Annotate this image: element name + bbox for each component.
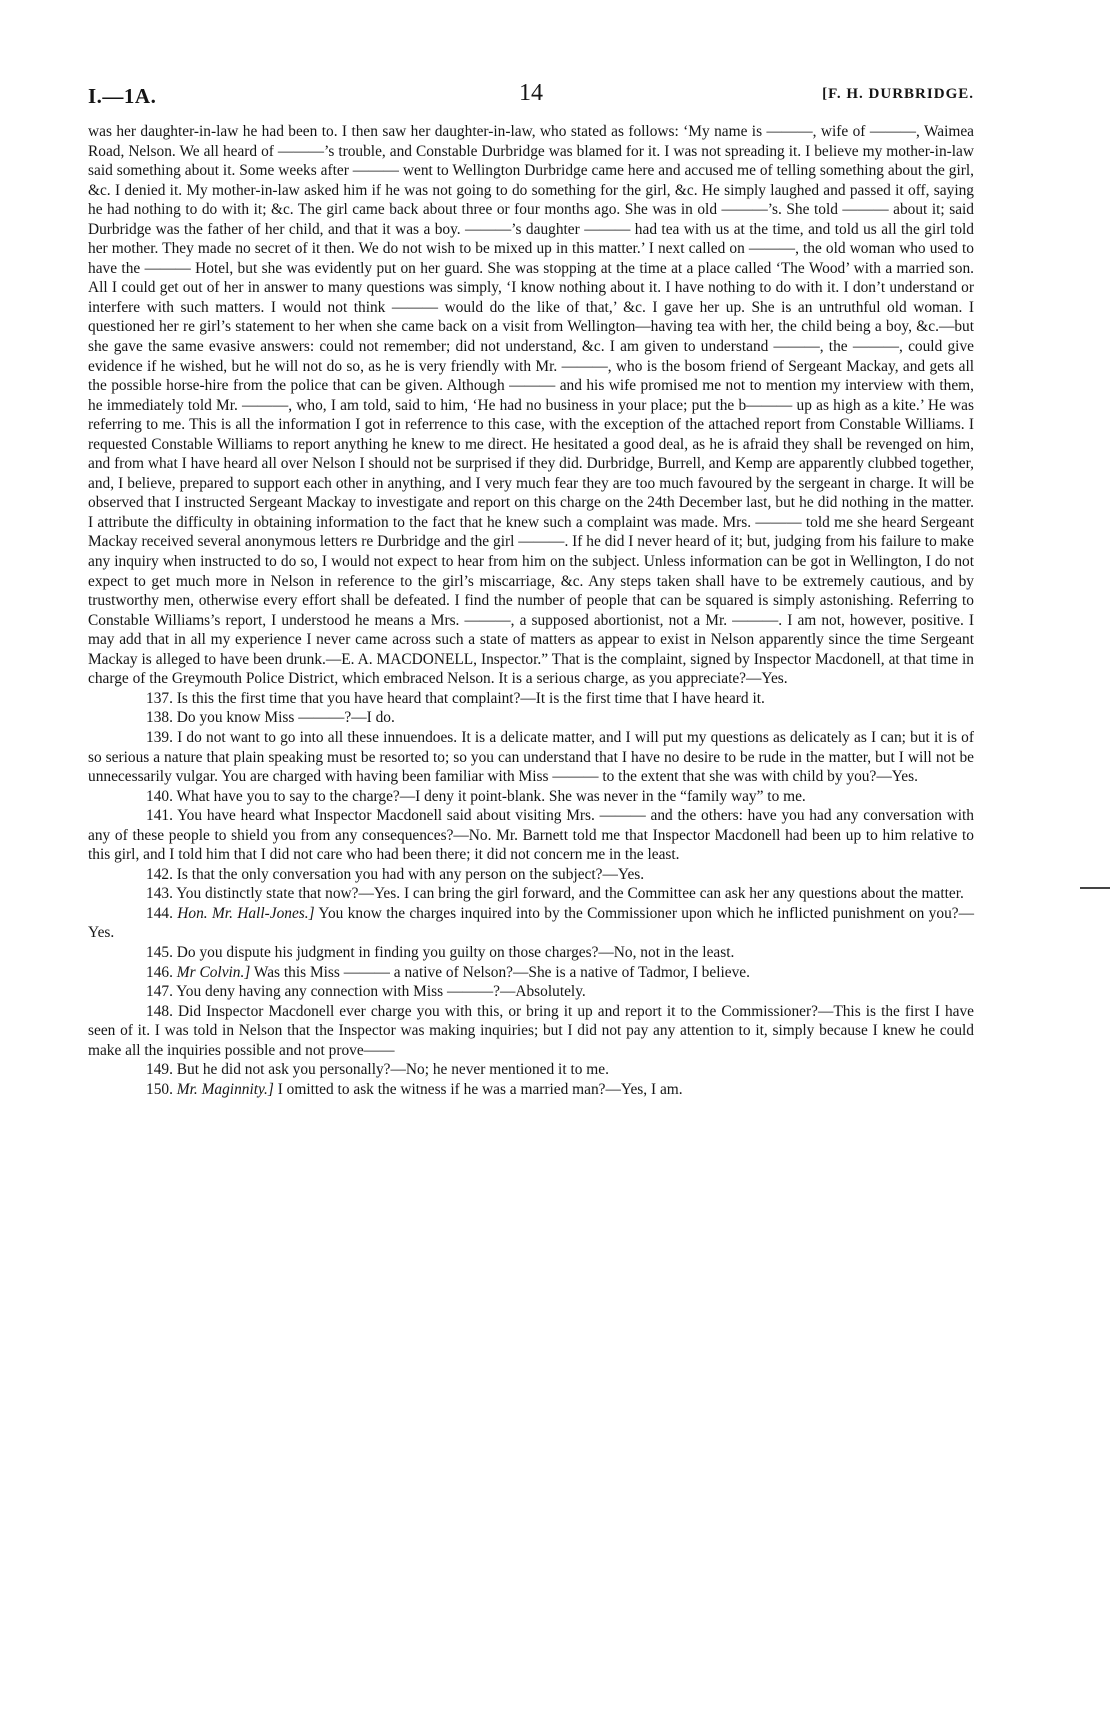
speaker-label: Hon. Mr. Hall-Jones.] — [177, 904, 315, 922]
document-page — [88, 80, 974, 1099]
complaint-paragraph: was her daughter-in-law he had been to. I then saw her daughter-in-law, who stated as follows: ‘My name is ———, wife of ———, Waimea Road, Nelson. We all heard of ———’s trouble, and Constable Durbridge was blamed for it. I was not spreading it. I believe my mother-in-law said something about it. Some weeks after ——— went to Wellington Durbridge came here and accused me of telling something about the girl, &c. I denied it. My mother-in-law asked him if he was not going to do something for the girl, &c. He simply laughed and passed it off, saying he had nothing to do with it; &c. The girl came back about three or four months ago. She was in old ———’s. She told ——— about it; said Durbridge was the father of her child, and that it was a boy. ———’s daughter ——— had tea with us at the time, and told us all the girl told her mother. They made no secret of it then. We do not wish to be mixed up in this matter.’ I next called on ———, the old woman who used to have the ——— Hotel, but she was evidently put on her guard. She was stopping at the time at a place called ‘The Wood’ with a married son. All I could get out of her in answer to many questions was simply, ‘I know nothing about it. I have nothing to do with it. I don’t understand or interfere with such matters. I would not think ——— would do the like of that,’ &c. I gave her up. She is an untruthful old woman. I questioned her re girl’s statement to her when she came back on a visit from Wellington—having tea with her, the child being a boy, &c.—but she gave the same evasive answers: could not remember; did not understand, &c. I am given to understand ———, the ———, could give evidence if he wished, but he will not do so, as he is very friendly with Mr. ———, who is the bosom friend of Sergeant Mackay, and gets all the possible horse-hire from the police that can be given. Although ——— and his wife promised me not to mention my interview with them, he immediately told Mr. ———, who, I am told, said to him, ‘He had no business in your place; put the b——— up as high as a kite.’ He was referring to me. This is all the information I got in referrence to this case, with the exception of the attached report from Constable Williams. I requested Constable Williams to report anything he knew to me direct. He hesitated a good deal, as he is afraid they shall be revenged on him, and from what I have heard all over Nelson I should not be surprised if they did. Durbridge, Burrell, and Kemp are apparently clubbed together, and, I believe, prepared to support each other in anything, and I very much fear they are too much favoured by the sergeant in charge. It will be observed that I instructed Sergeant Mackay to investigate and report on this charge on the 24th December last, but he did nothing in the matter. I attribute the difficulty in obtaining information to the fact that he knew such a complaint was made. Mrs. ——— told me she heard Sergeant Mackay received several anonymous letters re Durbridge and the girl ———. If he did I never heard of it; but, judging from his failure to make any inquiry when instructed to do so, I would not expect to hear from him on the subject. Unless information can be got in Wellington, I do not expect to get much more in Nelson in reference to the girl’s miscarriage, &c. Any steps taken shall have to be extremely cautious, and by trustworthy men, otherwise every effort shall be defeated. I find the number of people that can be squared is simply astonishing. Referring to Constable Williams’s report, I understood he means a Mrs. ———, a supposed abortionist, not a Mr. ———. I am not, however, positive. I may add that in all my experience I never came across such a state of matters as appear to exist in Nelson apparently since the time Sergeant Mackay is alleged to have been drunk.—E. A. MACDONELL, Inspector.” That is the complaint, signed by Inspector Macdonell, at that time in charge of the Greymouth Police District, which embraced Nelson. It is a serious charge, as you appreciate?—Yes. — [88, 123, 974, 688]
question-text: Was this Miss ——— a native of Nelson?—She is a native of Tadmor, I believe. — [253, 963, 750, 981]
speaker-label: Mr. Maginnity.] — [176, 1080, 274, 1098]
margin-dash-mark — [1080, 887, 1110, 889]
question-141: 141. You have heard what Inspector Macdonell said about visiting Mrs. ——— and the others: have you had any conversation with any of these people to shield you from any consequences?—No. Mr. Barnett told me that Inspector Macdonell had been up to him relative to this girl, and I told him that I did not care who had been there; it did not concern me in the least. — [88, 807, 974, 864]
question-149: 149. But he did not ask you personally?—No; he never mentioned it to me. — [146, 1061, 609, 1079]
question-137: 137. Is this the first time that you have heard that complaint?—It is the first time that I have heard it. — [146, 689, 765, 707]
question-140: 140. What have you to say to the charge?—I deny it point-blank. She was never in the “family way” to me. — [146, 787, 806, 805]
paper-reference: I.—1A. — [88, 84, 157, 108]
question-text: You know the charges inquired into by the Commissioner upon which he inflicted punishment on you?—Yes. — [88, 904, 974, 942]
question-number: 150. — [146, 1080, 173, 1098]
question-text: I omitted to ask the witness if he was a married man?—Yes, I am. — [277, 1080, 683, 1098]
question-138: 138. Do you know Miss ———?—I do. — [146, 709, 395, 727]
question-number: 146. — [146, 963, 173, 981]
question-146 — [88, 963, 974, 983]
question-142: 142. Is that the only conversation you had with any person on the subject?—Yes. — [146, 865, 645, 883]
question-143: 143. You distinctly state that now?—Yes. I can bring the girl forward, and the Committee can ask her any questions about the matter. — [146, 885, 964, 903]
question-148: 148. Did Inspector Macdonell ever charge you with this, or bring it up and report it to the Commissioner?—This is the first I have seen of it. I was told in Nelson that the Inspector was making inquiries; but I did not pay any attention to it, simply because I knew he could make all the inquiries possible and not prove—— — [88, 1002, 974, 1059]
question-145: 145. Do you dispute his judgment in finding you guilty on those charges?—No, not in the least. — [146, 943, 735, 961]
question-number: 144. — [146, 904, 173, 922]
document-body — [88, 122, 974, 1099]
page-number: 14 — [519, 80, 543, 106]
question-147: 147. You deny having any connection with Miss ———?—Absolutely. — [146, 983, 586, 1001]
running-header — [88, 80, 974, 116]
question-150 — [88, 1080, 974, 1100]
speaker-label: Mr Colvin.] — [176, 963, 251, 981]
witness-name: [F. H. DURBRIDGE. — [822, 86, 974, 102]
question-139: 139. I do not want to go into all these innuendoes. It is a delicate matter, and I will put my questions as delicately as I can; but it is of so serious a nature that plain speaking must be resorted to; so you can understand that I have no desire to be rude in the matter, but I will not be unnecessarily vulgar. You are charged with having been familiar with Miss ——— to the extent that she was with child by you?—Yes. — [88, 728, 974, 786]
question-144 — [88, 904, 974, 943]
